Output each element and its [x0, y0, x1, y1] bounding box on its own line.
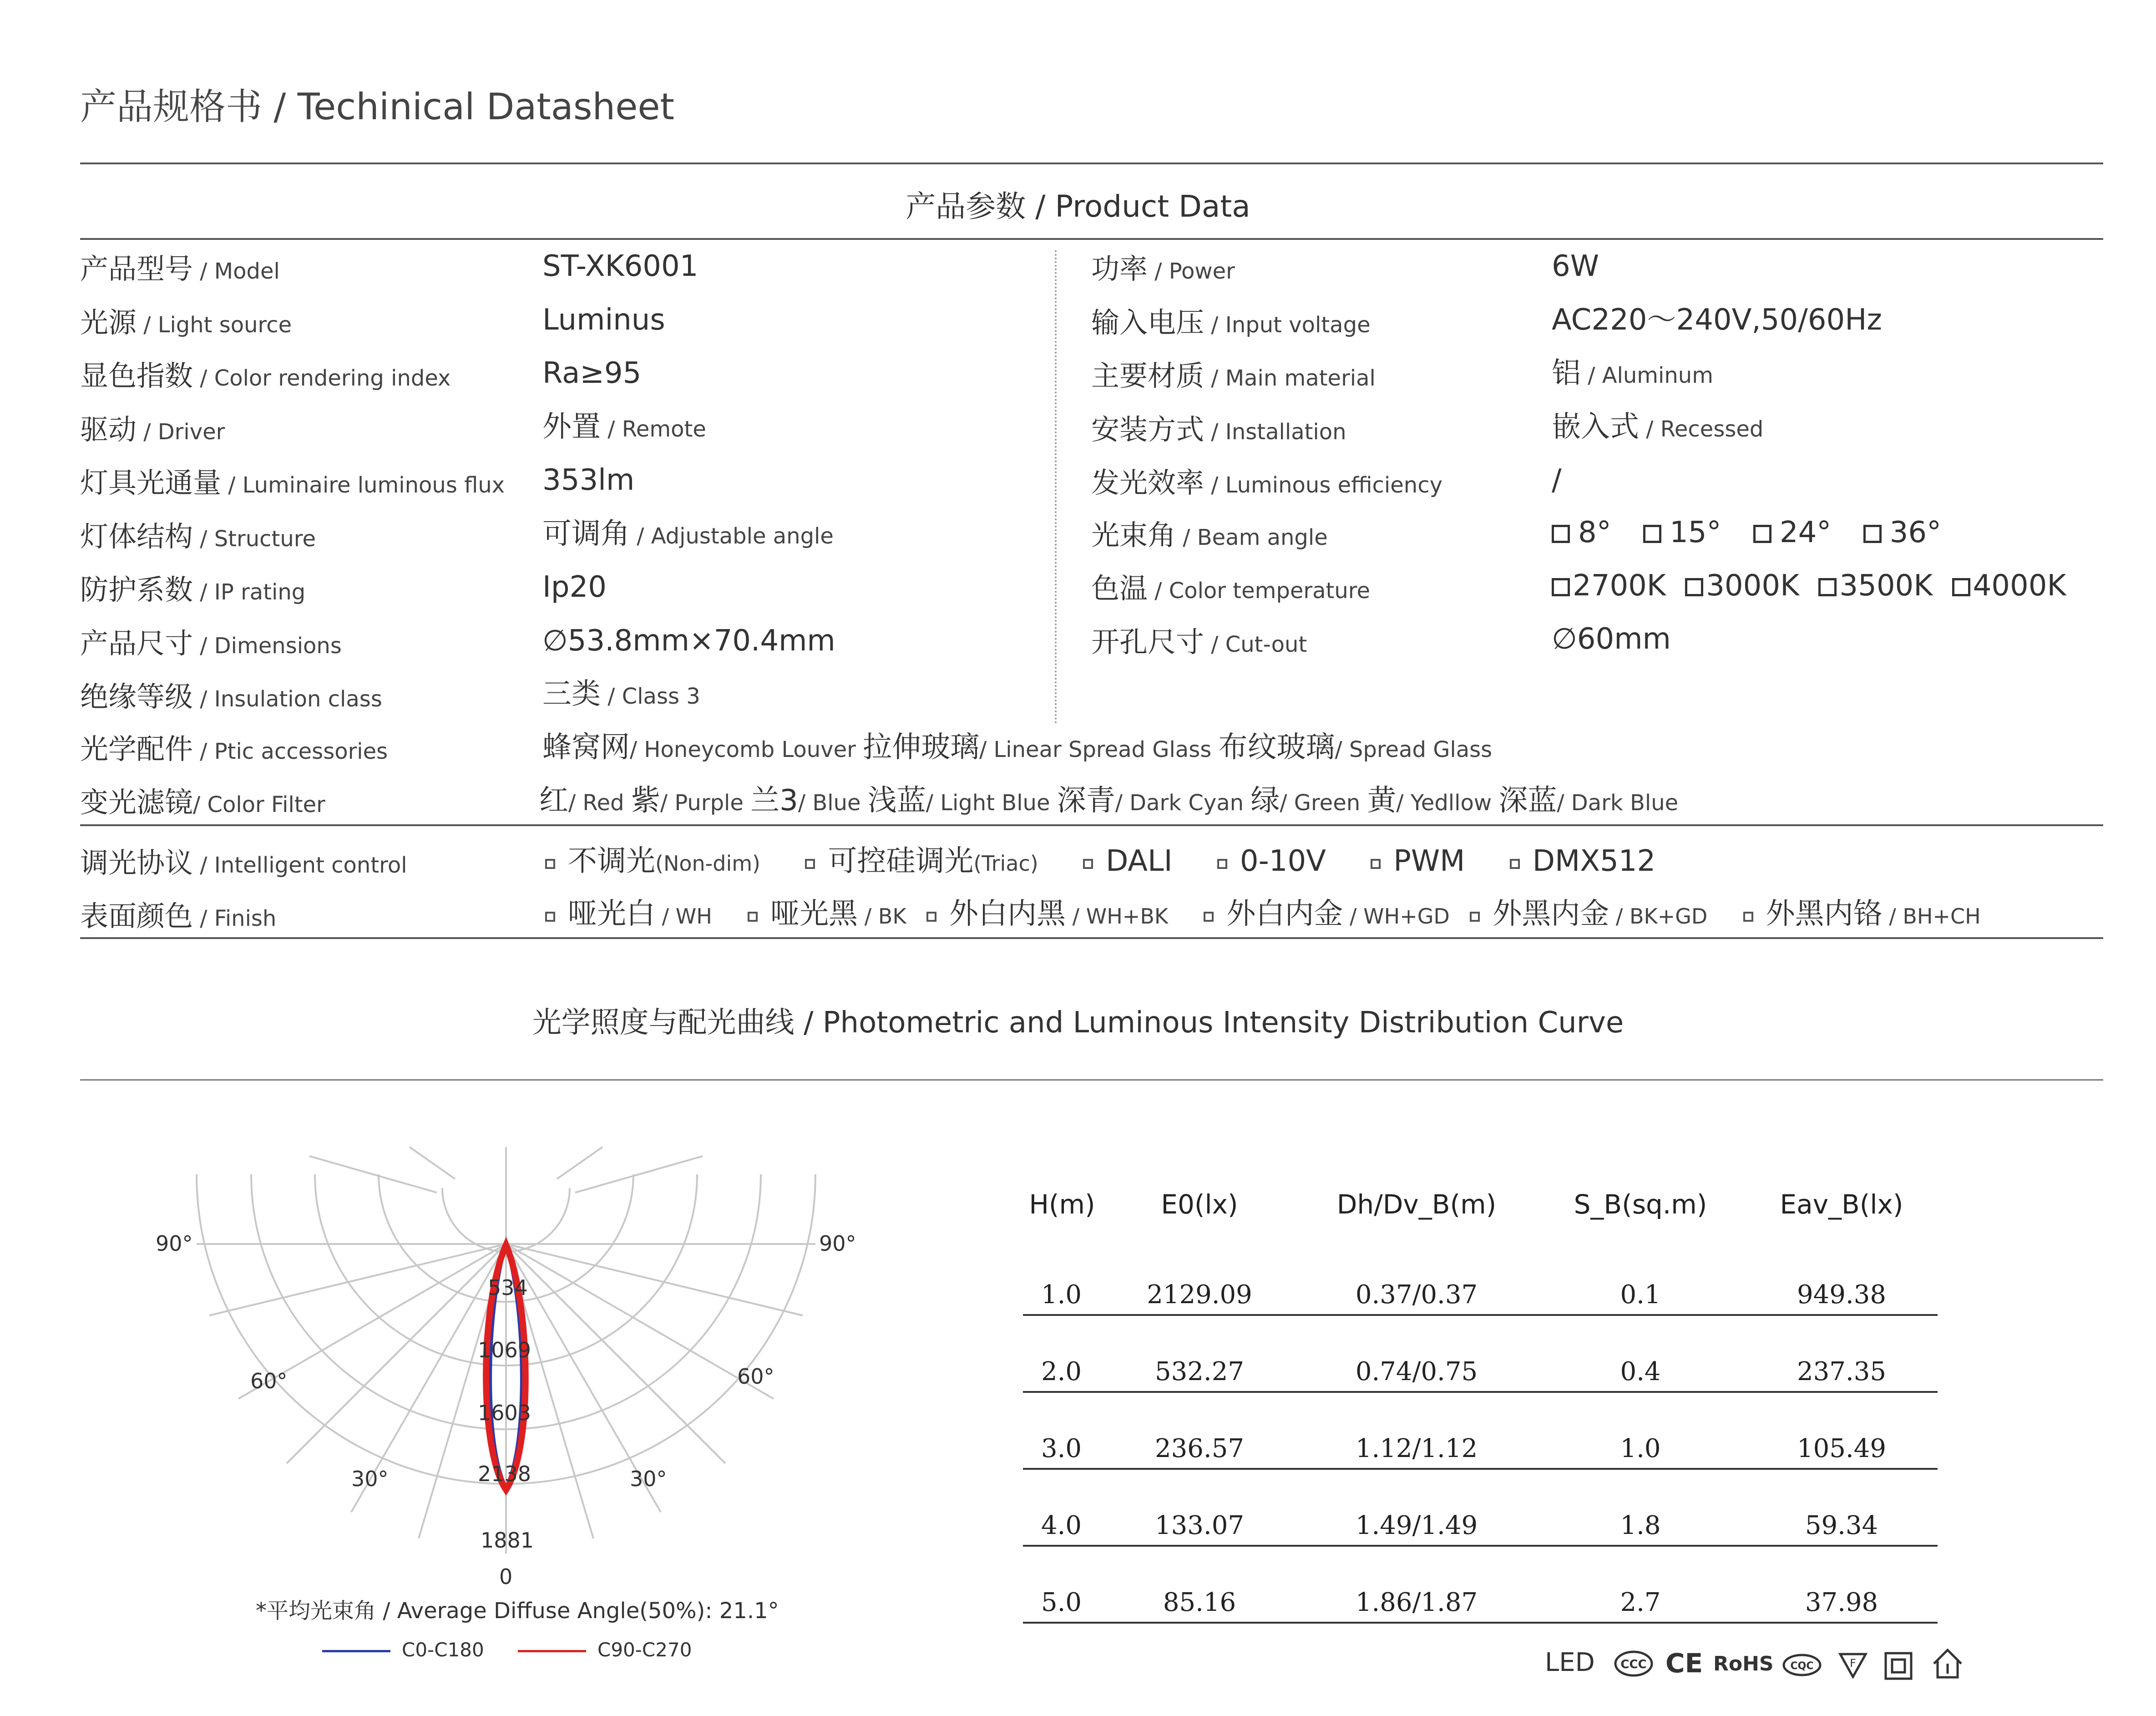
table-cell: 1.0: [1023, 1239, 1101, 1315]
ccc-icon: [1613, 1650, 1654, 1677]
spec-value: 嵌入式 / Recessed: [1552, 410, 1764, 444]
col-header: H(m): [1029, 1189, 1095, 1220]
table-header-row: [1023, 1170, 1938, 1239]
table-row: [1023, 1392, 1938, 1469]
spec-value: Luminus: [542, 303, 665, 337]
spec-label: 主要材质 / Main material: [1091, 359, 1376, 392]
spec-value: 三类 / Class 3: [542, 677, 700, 711]
table-cell: 2129.09: [1101, 1239, 1298, 1315]
legend-swatch-red: [518, 1650, 586, 1652]
dimming-label: 调光协议 / Intelligent control: [80, 846, 407, 879]
table-cell: 2.7: [1535, 1546, 1746, 1623]
angle-label-60-right: 60°: [737, 1364, 774, 1389]
spec-label: 灯具光通量 / Luminaire luminous flux: [80, 466, 505, 499]
checkbox[interactable]: [1217, 859, 1227, 869]
finish-label: 表面颜色 / Finish: [80, 899, 277, 933]
table-cell: 2.0: [1023, 1315, 1101, 1392]
class-ii-icon: [1884, 1651, 1913, 1680]
table-cell: 0.1: [1535, 1239, 1746, 1315]
col-header: S_B(sq.m): [1574, 1189, 1707, 1220]
checkbox[interactable]: [1685, 578, 1703, 596]
spec-value: 可调角 / Adjustable angle: [542, 517, 834, 551]
spec-label: 发光效率 / Luminous efficiency: [1091, 466, 1443, 499]
checkbox[interactable]: [1371, 859, 1381, 869]
spec-value: /: [1552, 463, 1562, 497]
spec-label: 产品尺寸 / Dimensions: [80, 626, 342, 660]
finish-options: 哑光白 / WH 哑光黑 / BK 外白内黑 / WH+BK 外白内金 / WH+GD 外黑内金 / BK+GD 外黑内铬 / BH+CH: [542, 899, 1981, 929]
led-mark: LED: [1545, 1648, 1595, 1677]
ring-label: 1881: [481, 1528, 534, 1553]
spec-label: 驱动 / Driver: [80, 412, 225, 446]
checkbox[interactable]: [1083, 859, 1093, 869]
page-title: 产品规格书 / Techinical Datasheet: [80, 86, 675, 128]
indoor-icon: [1929, 1645, 1966, 1682]
angle-label-90-left: 90°: [156, 1231, 193, 1256]
divider: [80, 824, 2103, 826]
table-cell: 3.0: [1023, 1392, 1101, 1469]
legend-c0-c180: C0-C180: [322, 1639, 484, 1661]
ccc-mark: CCC: [1620, 1658, 1647, 1671]
ring-label: 534: [488, 1275, 528, 1300]
table-cell: 37.98: [1746, 1546, 1938, 1623]
spec-value: ∅53.8mm×70.4mm: [542, 624, 835, 658]
optics-label: 光学配件 / Ptic accessories: [80, 732, 388, 766]
beam-angle-options: 8° 15° 24° 36°: [1552, 518, 1964, 547]
table-row: [1023, 1469, 1938, 1546]
spec-label: 安装方式 / Installation: [1091, 412, 1346, 446]
angle-label-0: 0: [499, 1564, 513, 1589]
spec-value: AC220～240V,50/60Hz: [1552, 303, 1882, 337]
checkbox[interactable]: [1552, 525, 1570, 543]
checkbox[interactable]: [545, 859, 555, 869]
checkbox[interactable]: [1753, 525, 1771, 543]
checkbox[interactable]: [1510, 859, 1520, 869]
spec-value: 353lm: [542, 463, 635, 497]
divider: [80, 238, 2103, 240]
table-cell: 949.38: [1746, 1239, 1938, 1315]
cutout-value: ∅60mm: [1552, 622, 1671, 656]
checkbox[interactable]: [1952, 578, 1970, 596]
photometric-table: [1023, 1170, 1938, 1624]
col-header: E0(lx): [1161, 1189, 1238, 1220]
ring-label: 2138: [478, 1462, 531, 1486]
ce-mark: CE: [1665, 1648, 1703, 1679]
checkbox[interactable]: [748, 912, 758, 922]
checkbox[interactable]: [1552, 578, 1570, 596]
spec-value: Ra≥95: [542, 356, 642, 390]
table-row: [1023, 1239, 1938, 1315]
table-cell: 85.16: [1101, 1546, 1298, 1623]
filter-values: 红/ Red 紫/ Purple 兰3/ Blue 浅蓝/ Light Blue 深青/ Dark Cyan 绿/ Green 黄/ Yedllow 深蓝/ Dark Blue: [539, 784, 1679, 817]
col-header: Eav_B(lx): [1780, 1189, 1903, 1220]
filter-label: 变光滤镜/ Color Filter: [80, 786, 325, 819]
spec-label: 输入电压 / Input voltage: [1091, 305, 1371, 339]
table-row: [1023, 1315, 1938, 1392]
checkbox[interactable]: [1818, 578, 1837, 596]
checkbox[interactable]: [1743, 912, 1753, 922]
energy-icon: [1838, 1651, 1868, 1679]
svg-text:F: F: [1850, 1657, 1856, 1670]
product-data-title: 产品参数 / Product Data: [906, 189, 1250, 224]
polar-intensity-diagram: [137, 1129, 874, 1639]
spec-label: 产品型号 / Model: [80, 252, 280, 285]
table-cell: 1.49/1.49: [1298, 1469, 1535, 1546]
divider: [80, 937, 2103, 939]
beam-angle-label: 光束角 / Beam angle: [1091, 518, 1328, 552]
dimming-options: 不调光(Non-dim) 可控硅调光(Triac) DALI 0-10V PWM DMX512: [542, 847, 1655, 876]
spec-label: 光源 / Light source: [80, 305, 292, 339]
table-cell: 0.74/0.75: [1298, 1315, 1535, 1392]
spec-value: 6W: [1552, 249, 1599, 283]
angle-label-90-right: 90°: [819, 1231, 856, 1256]
cutout-label: 开孔尺寸 / Cut-out: [1091, 625, 1307, 659]
table-cell: 1.8: [1535, 1469, 1746, 1546]
legend-c90-c270: C90-C270: [518, 1639, 692, 1661]
table-cell: 0.37/0.37: [1298, 1239, 1535, 1315]
checkbox[interactable]: [1470, 912, 1480, 922]
checkbox[interactable]: [1643, 525, 1661, 543]
table-cell: 1.86/1.87: [1298, 1546, 1535, 1623]
angle-label-30-right: 30°: [630, 1467, 667, 1491]
table-cell: 1.0: [1535, 1392, 1746, 1469]
table-cell: 532.27: [1101, 1315, 1298, 1392]
table-cell: 105.49: [1746, 1392, 1938, 1469]
spec-label: 防护系数 / IP rating: [80, 573, 306, 606]
col-header: Dh/Dv_B(m): [1336, 1189, 1497, 1220]
table-cell: 5.0: [1023, 1546, 1101, 1623]
spec-value: 外置 / Remote: [542, 410, 706, 444]
photometric-title: 光学照度与配光曲线 / Photometric and Luminous Intensity Distribution Curve: [532, 1006, 1624, 1040]
color-temp-options: 2700K 3000K 3500K 4000K: [1552, 571, 2066, 600]
table-cell: 133.07: [1101, 1469, 1298, 1546]
table-cell: 1.12/1.12: [1298, 1392, 1535, 1469]
ring-label: 1603: [478, 1401, 531, 1425]
average-angle-note: *平均光束角 / Average Diffuse Angle(50%): 21.1°: [256, 1598, 779, 1624]
ring-label: 1069: [478, 1338, 531, 1362]
checkbox[interactable]: [805, 859, 815, 869]
rohs-mark: RoHS: [1713, 1652, 1774, 1675]
table-cell: 236.57: [1101, 1392, 1298, 1469]
angle-label-30-left: 30°: [351, 1467, 389, 1491]
legend-swatch-blue: [322, 1650, 390, 1652]
table-cell: 0.4: [1535, 1315, 1746, 1392]
cqc-mark: CQC: [1790, 1660, 1814, 1672]
checkbox[interactable]: [1204, 912, 1214, 922]
checkbox[interactable]: [926, 912, 936, 922]
table-cell: 237.35: [1746, 1315, 1938, 1392]
spec-label: 灯体结构 / Structure: [80, 519, 316, 553]
divider: [80, 162, 2103, 164]
table-cell: 59.34: [1746, 1469, 1938, 1546]
table-cell: 4.0: [1023, 1469, 1101, 1546]
optics-values: 蜂窝网/ Honeycomb Louver 拉伸玻璃/ Linear Spread Glass 布纹玻璃/ Spread Glass: [542, 731, 1493, 764]
spec-label: 绝缘等级 / Insulation class: [80, 680, 382, 713]
angle-label-60-left: 60°: [250, 1369, 288, 1393]
table-row: [1023, 1546, 1938, 1623]
spec-value: ST-XK6001: [542, 249, 698, 283]
spec-value: 铝 / Aluminum: [1552, 356, 1713, 390]
cqc-icon: [1781, 1653, 1822, 1677]
color-temp-label: 色温 / Color temperature: [1091, 572, 1370, 605]
checkbox[interactable]: [1863, 525, 1882, 543]
column-separator: [1055, 250, 1057, 724]
checkbox[interactable]: [545, 912, 555, 922]
spec-label: 显色指数 / Color rendering index: [80, 359, 451, 392]
spec-label: 功率 / Power: [1091, 252, 1235, 285]
spec-value: Ip20: [542, 570, 607, 604]
divider: [80, 1079, 2103, 1081]
